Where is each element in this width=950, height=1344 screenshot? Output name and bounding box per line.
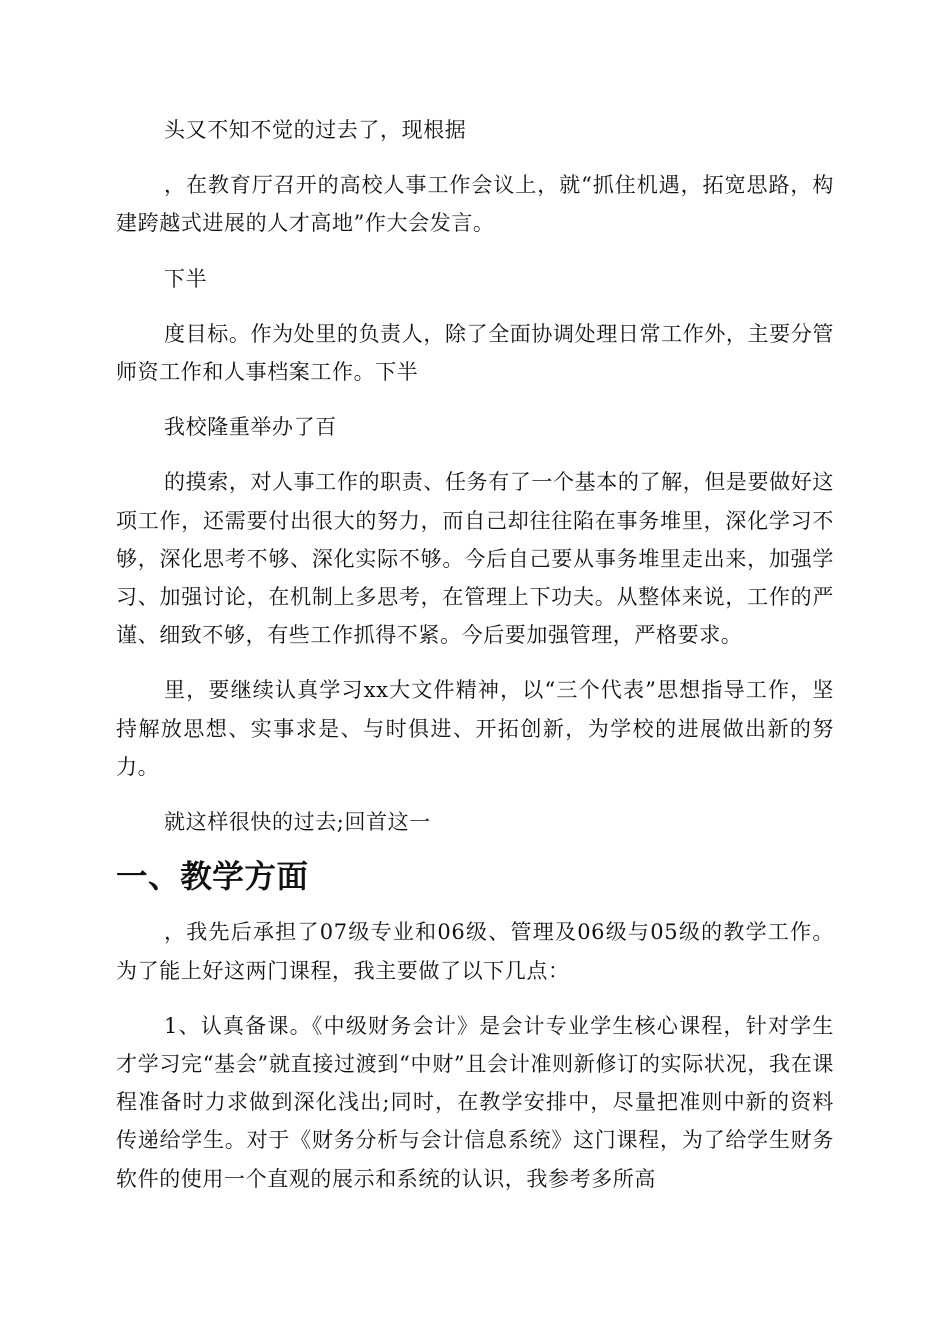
paragraph: 里，要继续认真学习xx大文件精神，以“三个代表”思想指导工作，坚持解放思想、实事求是、与时俱进、开拓创新，为学校的进展做出新的努力。 (116, 678, 834, 779)
paragraph: ，在教育厅召开的高校人事工作会议上，就“抓住机遇，拓宽思路，构建跨越式进展的人才高地”作大会发言。 (116, 173, 834, 236)
paragraph: 的摸索，对人事工作的职责、任务有了一个基本的了解，但是要做好这项工作，还需要付出很大的努力，而自己却往往陷在事务堆里，深化学习不够，深化思考不够、深化实际不够。今后自己要从事务堆里走出来，加强学习、加强讨论，在机制上多思考，在管理上下功夫。从整体来说，工作的严谨、细致不够，有些工作抓得不紧。今后要加强管理，严格要求。 (116, 470, 834, 648)
paragraph: ，我先后承担了07级专业和06级、管理及06级与05级的教学工作。为了能上好这两门课程，我主要做了以下几点： (116, 920, 834, 983)
paragraph: 下半 (164, 266, 208, 291)
paragraph: 头又不知不觉的过去了，现根据 (164, 118, 467, 142)
document-body (116, 111, 834, 1215)
paragraph: 度目标。作为处里的负责人，除了全面协调处理日常工作外，主要分管师资工作和人事档案工作。下半 (116, 321, 834, 385)
paragraph: 就这样很快的过去;回首这一 (164, 810, 431, 835)
paragraph: 1、认真备课。《中级财务会计》是会计专业学生核心课程，针对学生才学习完“基会”就直接过渡到“中财”且会计准则新修订的实际状况，我在课程准备时力求做到深化浅出;同时，在教学安排中，尽量把准则中新的资料传递给学生。对于《财务分析与会计信息系统》这门课程，为了给学生财务软件的使用一个直观的展示和系统的认识，我参考多所高 (116, 1013, 834, 1191)
paragraph: 我校隆重举办了百 (164, 415, 337, 440)
section-heading: 一、教学方面 (116, 859, 309, 896)
